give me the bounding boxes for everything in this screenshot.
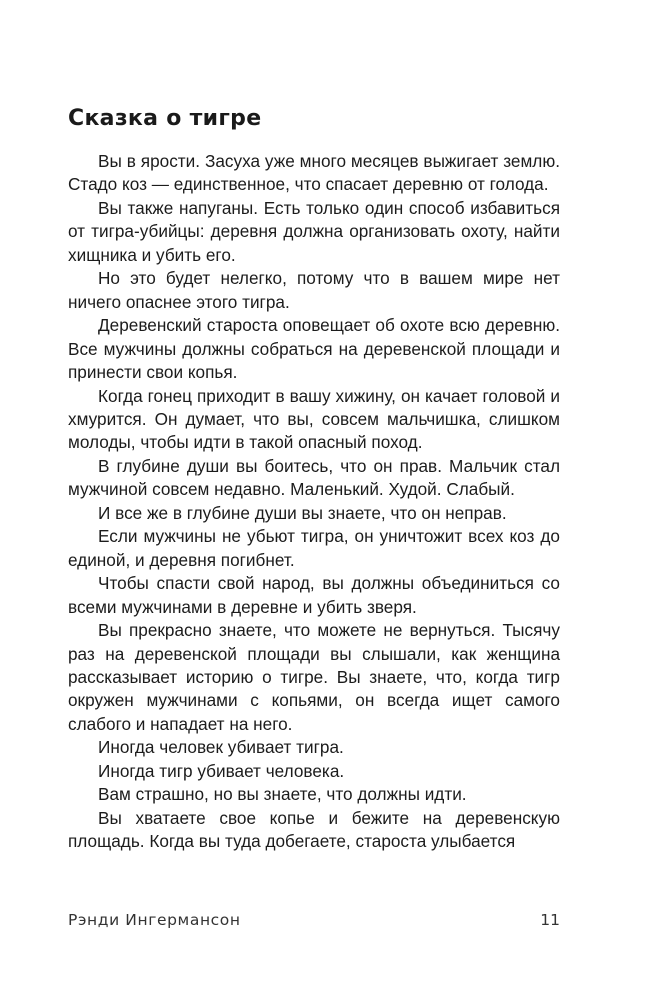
paragraph: Когда гонец приходит в вашу хижину, он качает головой и хмурится. Он думает, что вы, совсем мальчишка, слишком молоды, чтобы идти в такой опасный поход. (68, 385, 560, 453)
page-number: 11 (540, 911, 560, 929)
paragraph: И все же в глубине души вы знаете, что он неправ. (98, 502, 507, 523)
paragraph: Вы хватаете свое копье и бежите на деревенскую площадь. Когда вы туда добегаете, староста улыбается (68, 807, 560, 852)
paragraph: Если мужчины не убьют тигра, он уничтожит всех коз до единой, и деревня погибнет. (68, 526, 560, 570)
paragraph: Иногда человек убивает тигра. (98, 737, 344, 758)
paragraph: В глубине души вы боитесь, что он прав. Мальчик стал мужчиной совсем недавно. Маленький. Худой. Слабый. (68, 455, 560, 500)
paragraph: Вам страшно, но вы знаете, что должны идти. (98, 784, 467, 805)
body-text (68, 150, 560, 854)
paragraph: Иногда тигр убивает человека. (98, 760, 345, 781)
paragraph: Но это будет нелегко, потому что в вашем мире нет ничего опаснее этого тигра. (68, 268, 560, 312)
paragraph: Вы прекрасно знаете, что можете не вернуться. Тысячу раз на деревенской площади вы слышали, как женщина рассказывает историю о тигре. Вы знаете, что, когда тигр окружен мужчинами с копьями, он всегда ищет самого слабого и нападает на него. (68, 620, 560, 734)
paragraph: Вы в ярости. Засуха уже много месяцев выжигает землю. Стадо коз — единственное, что спасает деревню от голода. (68, 151, 560, 195)
chapter-title: Сказка о тигре (68, 106, 262, 131)
paragraph: Чтобы спасти свой народ, вы должны объединиться со всеми мужчинами в деревне и убить зверя. (68, 573, 560, 617)
paragraph: Вы также напуганы. Есть только один способ избавиться от тигра-убийцы: деревня должна организовать охоту, найти хищника и убить его. (68, 197, 560, 265)
paragraph: Деревенский староста оповещает об охоте всю деревню. Все мужчины должны собраться на деревенской площади и принести свои копья. (68, 315, 560, 383)
footer-author: Рэнди Ингермансон (68, 911, 241, 929)
